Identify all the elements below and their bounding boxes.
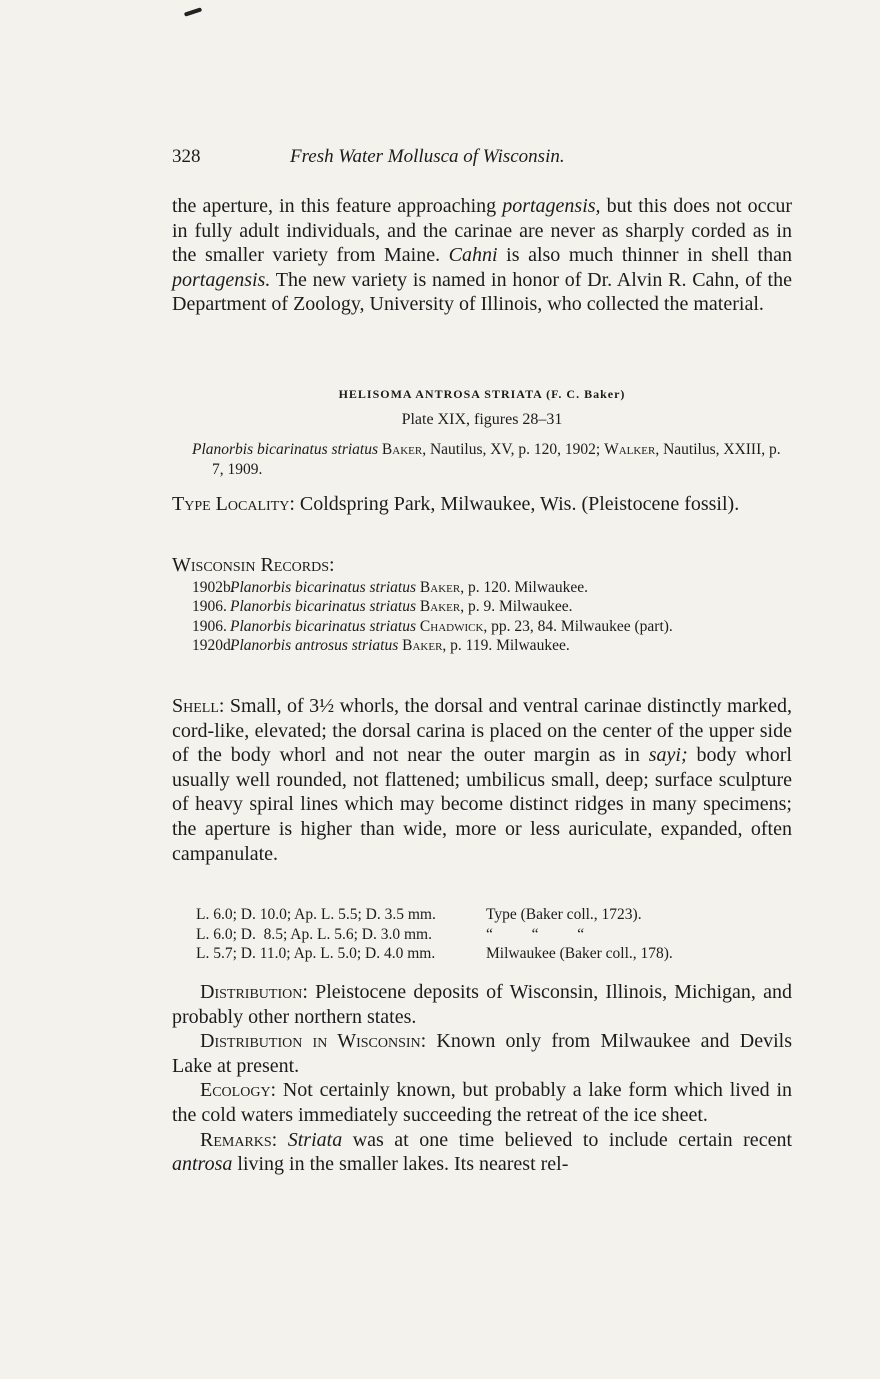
remarks-label: Remarks: xyxy=(200,1128,278,1151)
distribution-wi-label: Distribution in Wisconsin: xyxy=(200,1030,427,1053)
shell-description: Shell: Small, of 3½ whorls, the dorsal and ventral carinae distinctly marked, cord-like, elevated; the dorsal carina is placed on the center of the upper side of the body whorl and not near the outer margin as in sayi; body whorl usually well rounded, not flattened; umbilicus small, deep; surface sculpture of heavy spiral lines which may become distinct ridges in many specimens; the aperture is higher than wide, more or less auriculate, expanded, often campanulate. xyxy=(172,695,792,865)
measurement-dims: L. 6.0; D. 8.5; Ap. L. 5.6; D. 3.0 mm. xyxy=(196,925,432,943)
synonymy: Planorbis bicarinatus striatus Baker, Nautilus, XV, p. 120, 1902; Walker, Nautilus, XXIII, p. 7, 1909. xyxy=(192,441,781,478)
record-ref: , p. 120. Milwaukee. xyxy=(460,578,589,596)
distribution-sections: Distribution: Pleistocene deposits of Wisconsin, Illinois, Michigan, and probably other northern states. Distribution in Wisconsin: Known only from Milwaukee and Devils Lake at present. Ecology: Not certainly known, but probably a lake form which lived in the cold waters immediately succeeding the retreat of the ice sheet. Remarks: Striata was at one time believed to include certain recent antrosa living in the smaller lakes. Its nearest rel- xyxy=(172,981,792,1176)
shell-label: Shell: xyxy=(172,695,225,717)
record-taxon: Planorbis bicarinatus striatus xyxy=(230,617,417,635)
species-heading xyxy=(172,387,792,402)
running-header xyxy=(172,146,792,170)
record-author: Baker xyxy=(419,578,461,596)
record-year: 1906. xyxy=(192,617,227,635)
record-year: 1920d. xyxy=(192,637,235,655)
measurement-row xyxy=(172,905,792,925)
record-item xyxy=(172,597,792,617)
measurement-row xyxy=(172,925,792,945)
record-ref: , p. 9. Milwaukee. xyxy=(460,598,573,616)
records-list xyxy=(172,578,792,656)
continuation-paragraph: the aperture, in this feature approaching portagensis, but this does not occur in fully adult individuals, and the carinae are never as sharply corded as in the smaller variety from Maine. Cahni is also much thinner in shell than portagensis. The new variety is named in honor of Dr. Alvin R. Cahn, of the Department of Zoology, University of Illinois, who collected the material. xyxy=(172,195,793,316)
ecology-label: Ecology: xyxy=(200,1079,277,1102)
record-item xyxy=(172,617,792,637)
type-locality: Type Locality: Coldspring Park, Milwaukee, Wis. (Pleistocene fossil). xyxy=(172,493,740,515)
record-year: 1906. xyxy=(192,598,227,616)
record-author: Baker xyxy=(402,637,443,655)
plate-reference: Plate XIX, figures 28–31 xyxy=(401,411,563,428)
record-ref: , p. 119. Milwaukee. xyxy=(442,637,570,655)
measurement-row xyxy=(172,944,792,964)
record-item xyxy=(172,578,792,598)
measurement-note: Type (Baker coll., 1723). xyxy=(486,906,642,923)
measurement-note: “ “ “ xyxy=(486,925,585,943)
records-label: Wisconsin Records: xyxy=(172,554,335,576)
measurement-note: Milwaukee (Baker coll., 178). xyxy=(486,945,673,962)
record-item xyxy=(172,636,792,656)
record-author: Chadwick xyxy=(419,617,484,635)
distribution-label: Distribution: xyxy=(200,981,308,1003)
measurements-table xyxy=(172,905,792,964)
wisconsin-records xyxy=(172,553,792,656)
page-number: 328 xyxy=(172,146,201,167)
record-taxon: Planorbis bicarinatus striatus xyxy=(230,578,417,596)
record-ref: , pp. 23, 84. Milwaukee (part). xyxy=(483,617,673,635)
record-year: 1902b. xyxy=(192,578,235,596)
species-title: HELISOMA ANTROSA STRIATA (F. C. Baker) xyxy=(338,387,626,401)
measurement-dims: L. 5.7; D. 11.0; Ap. L. 5.0; D. 4.0 mm. xyxy=(196,945,436,962)
record-author: Baker xyxy=(419,598,461,616)
record-taxon: Planorbis bicarinatus striatus xyxy=(230,598,417,616)
running-title: Fresh Water Mollusca of Wisconsin. xyxy=(290,146,565,167)
record-taxon: Planorbis antrosus striatus xyxy=(230,637,399,655)
type-locality-label: Type Locality: xyxy=(172,493,295,515)
ink-mark xyxy=(184,7,202,16)
measurement-dims: L. 6.0; D. 10.0; Ap. L. 5.5; D. 3.5 mm. xyxy=(196,906,436,923)
